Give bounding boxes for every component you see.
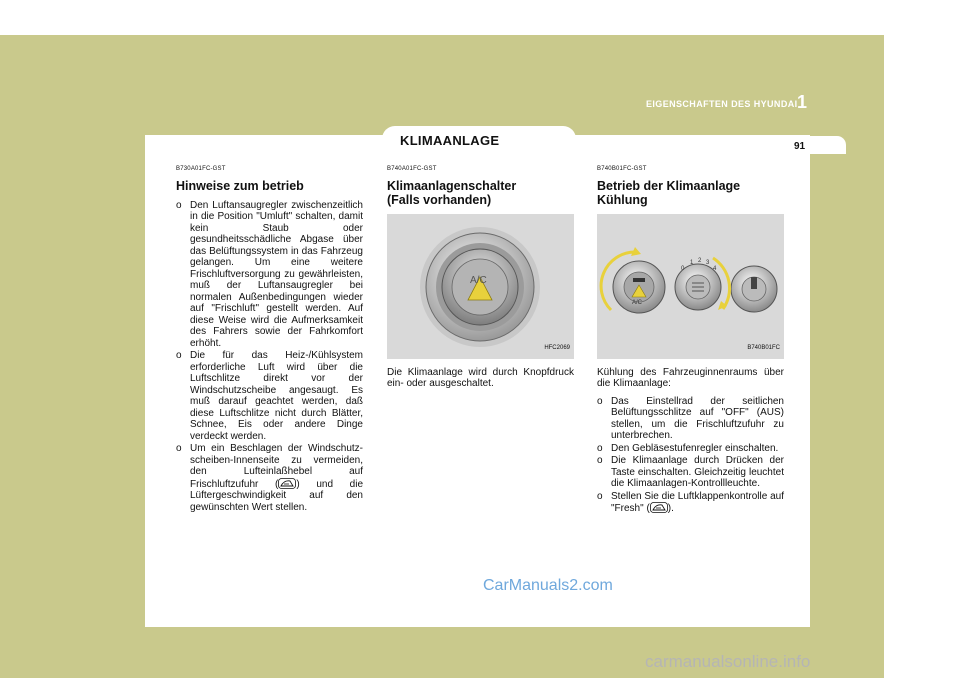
list-item: o Die Klimaanlage durch Drücken der Taste einschalten. Gleichzeitig leuchtet die Klimaanlagen-Kontrollleuchte. <box>597 455 784 489</box>
ac-knob-drawing <box>387 214 574 359</box>
column-3 <box>597 164 784 516</box>
section-heading: Hinweise zum betrieb <box>176 178 304 193</box>
chapter-number: 1 <box>797 92 808 112</box>
image-code: B740B01FC <box>747 345 780 351</box>
body-paragraph: Die Klimaanlage wird durch Knopfdruck ein- oder ausgeschaltet. <box>387 366 574 389</box>
list-item: o Stellen Sie die Luftklappenkontrolle auf "Fresh" ( ). <box>597 490 784 514</box>
section-code: B730A01FC-GST <box>176 166 226 172</box>
fresh-air-icon <box>650 502 668 513</box>
page-number: 91 <box>794 141 806 152</box>
section-code: B740A01FC-GST <box>387 166 437 172</box>
ac-label: A/C <box>632 299 643 306</box>
list-item: o Den Gebläsestufenregler einschalten. <box>597 442 779 454</box>
list-item: o Das Einstellrad der seitlichen Belüftungsschlitze auf "OFF" (AUS) stellen, um die Frischluftzufuhr zu unterbrechen. <box>597 395 784 441</box>
column-2 <box>387 164 574 390</box>
ac-label: A/C <box>470 274 487 286</box>
bullet-list <box>176 200 363 514</box>
chapter-label: EIGENSCHAFTEN DES HYUNDAI <box>646 99 798 109</box>
climate-controls-illustration <box>597 214 784 359</box>
body-paragraph: Kühlung des Fahrzeuginnenraums über die Klimaanlage: <box>597 366 784 389</box>
top-margin <box>0 0 884 35</box>
bullet-list <box>597 396 784 515</box>
fan-mark: 0 <box>681 265 685 272</box>
section-code: B740B01FC-GST <box>597 166 647 172</box>
image-code: HFC2069 <box>544 345 570 351</box>
watermark-link[interactable]: carmanualsonline.info <box>645 652 811 671</box>
fan-mark: 1 <box>690 259 694 266</box>
watermark-link[interactable]: CarManuals2.com <box>483 577 613 594</box>
list-item: o Um ein Beschlagen der Windschutz-scheiben-Innenseite zu vermeiden, den Lufteinlaßhebel auf Frischluftzufuhr ( ) und die Lüftergeschwindigkeit auf den gewünschten Wert stellen. <box>176 443 363 513</box>
fan-mark: 3 <box>706 259 710 266</box>
list-item: o Die für das Heiz-/Kühlsystem erforderliche Luft wird über die Luftschlitze direkt vor der Windschutzscheibe angesaugt. Es muß darauf geachtet werden, daß diese Luftschlitze nicht durch Blätter, Schnee, Eis oder andere Dinge verdeckt werden. <box>176 350 363 442</box>
climate-knobs-drawing <box>597 214 784 359</box>
list-item: o Den Luftansaugregler zwischenzeitlich in die Position "Umluft" schalten, damit kein Staub oder gesundheitsschädliche Abgase über das Belüftungssystem in das Fahrzeug gelangen. Um eine weitere Frischluftversorgung zu gewährleisten, muß der Luftansaugregler bei normalen Außenbedingungen wieder auf "Frischluft" gestellt werden. Auf diese Weise wird die Aufmerksamkeit des Fahrers sowie der Fahrkomfort erhöht. <box>176 199 363 349</box>
column-1 <box>176 164 363 514</box>
section-heading: Klimaanlagenschalter (Falls vorhanden) <box>387 178 517 207</box>
fan-mark: 4 <box>713 265 717 272</box>
section-heading: Betrieb der Klimaanlage Kühlung <box>597 178 741 207</box>
fan-mark: 2 <box>698 257 702 264</box>
fresh-air-icon <box>278 478 296 489</box>
section-title: KLIMAANLAGE <box>400 133 500 148</box>
ac-switch-illustration <box>387 214 574 359</box>
